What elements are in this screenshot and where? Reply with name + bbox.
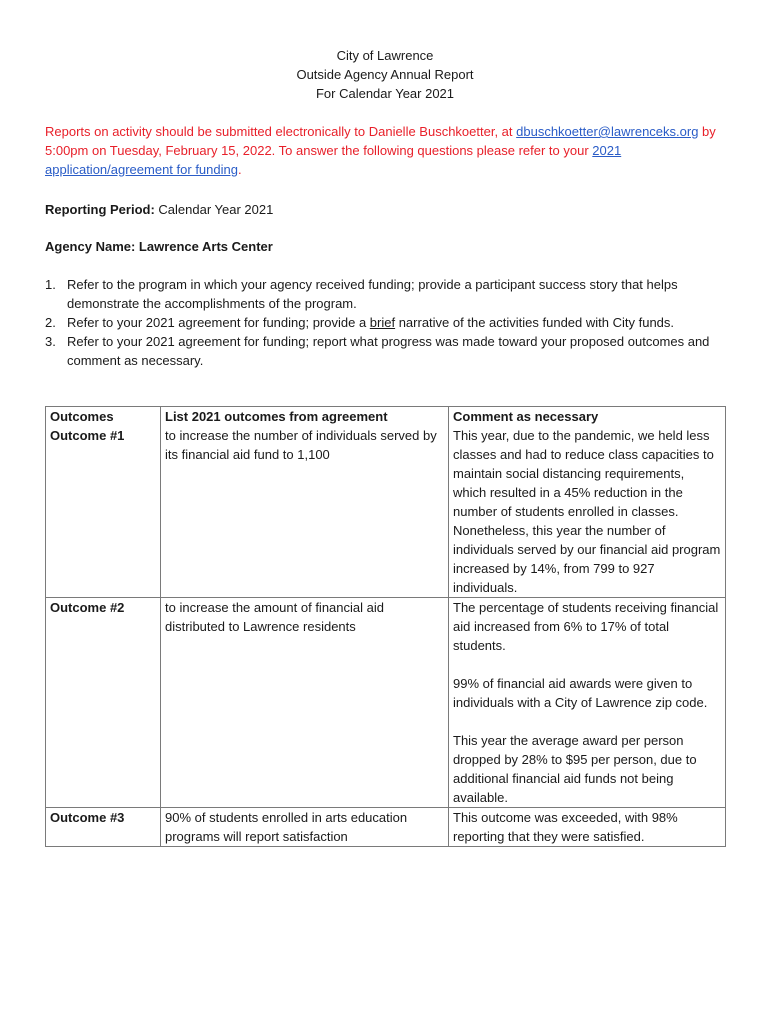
- outcome-label: Outcome #1: [46, 426, 161, 598]
- reporting-period-value: Calendar Year 2021: [154, 202, 274, 217]
- reporting-period-label: Reporting Period:: [45, 202, 155, 217]
- outcome-comment: [449, 808, 726, 847]
- question-list: [45, 275, 735, 370]
- list-item: [45, 332, 735, 370]
- paragraph-spacer: [453, 655, 721, 674]
- table-row: [46, 426, 726, 598]
- comment-paragraph: This year, due to the pandemic, we held less classes and had to reduce class capacities to maintain social distancing requirements, which resulted in a 45% reduction in the number of students enrolled in classes. Nonetheless, this year the number of individuals served by our financial aid program increased by 14%, from 799 to 927 individuals.: [453, 428, 721, 595]
- table-header-row: [46, 407, 726, 427]
- table-row: [46, 808, 726, 847]
- notice-text-3: .: [237, 162, 242, 177]
- header-year: For Calendar Year 2021: [315, 86, 455, 101]
- question-text-pre: Refer to your 2021 agreement for funding; provide a: [67, 315, 370, 330]
- email-link[interactable]: dbuschkoetter@lawrenceks.org: [516, 124, 699, 139]
- comment-paragraph: 99% of financial aid awards were given to individuals with a City of Lawrence zip code.: [453, 676, 708, 710]
- agency-name: Agency Name: Lawrence Arts Center: [45, 239, 273, 254]
- question-text-underlined: brief: [369, 315, 396, 330]
- outcome-text: to increase the number of individuals served by its financial aid fund to 1,100: [161, 426, 449, 598]
- list-item: [45, 275, 735, 313]
- comment-paragraph: The percentage of students receiving financial aid increased from 6% to 17% of total students.: [453, 600, 719, 653]
- comment-paragraph: This outcome was exceeded, with 98% reporting that they were satisfied.: [453, 810, 678, 844]
- question-text-post: narrative of the activities funded with City funds.: [395, 315, 675, 330]
- paragraph-spacer: [453, 712, 721, 731]
- question-number: 3.: [45, 334, 56, 349]
- notice-text-2: by 5:00pm on Tuesday, February 15, 2022. To answer the following questions please refer to your: [45, 124, 716, 158]
- outcome-comment: [449, 426, 726, 598]
- outcome-text: to increase the amount of financial aid distributed to Lawrence residents: [161, 598, 449, 808]
- outcome-label: Outcome #2: [46, 598, 161, 808]
- question-number: 1.: [45, 277, 56, 292]
- header-comment: Comment as necessary: [449, 407, 726, 427]
- header-title: Outside Agency Annual Report: [296, 67, 474, 82]
- header-city: City of Lawrence: [336, 48, 434, 63]
- list-item: [45, 313, 735, 332]
- question-text: Refer to your 2021 agreement for funding; report what progress was made toward your proposed outcomes and comment as necessary.: [67, 334, 710, 368]
- outcome-label: Outcome #3: [46, 808, 161, 847]
- outcome-text: 90% of students enrolled in arts education programs will report satisfaction: [161, 808, 449, 847]
- agreement-link[interactable]: 2021 application/agreement for funding: [45, 143, 622, 177]
- table-row: [46, 598, 726, 808]
- notice-text-1: Reports on activity should be submitted electronically to Danielle Buschkoetter, at: [45, 124, 517, 139]
- outcome-comment: [449, 598, 726, 808]
- submission-notice: [45, 122, 735, 179]
- question-number: 2.: [45, 315, 56, 330]
- report-header: [0, 46, 770, 103]
- reporting-period: [45, 200, 273, 219]
- comment-paragraph: This year the average award per person dropped by 28% to $95 per person, due to additional financial aid funds not being available.: [453, 733, 697, 805]
- question-text: Refer to the program in which your agency received funding; provide a participant success story that helps demonstrate the accomplishments of the program.: [67, 277, 678, 311]
- outcomes-table: [45, 406, 726, 847]
- header-outcomes: Outcomes: [46, 407, 161, 427]
- header-agreement-outcomes: List 2021 outcomes from agreement: [161, 407, 449, 427]
